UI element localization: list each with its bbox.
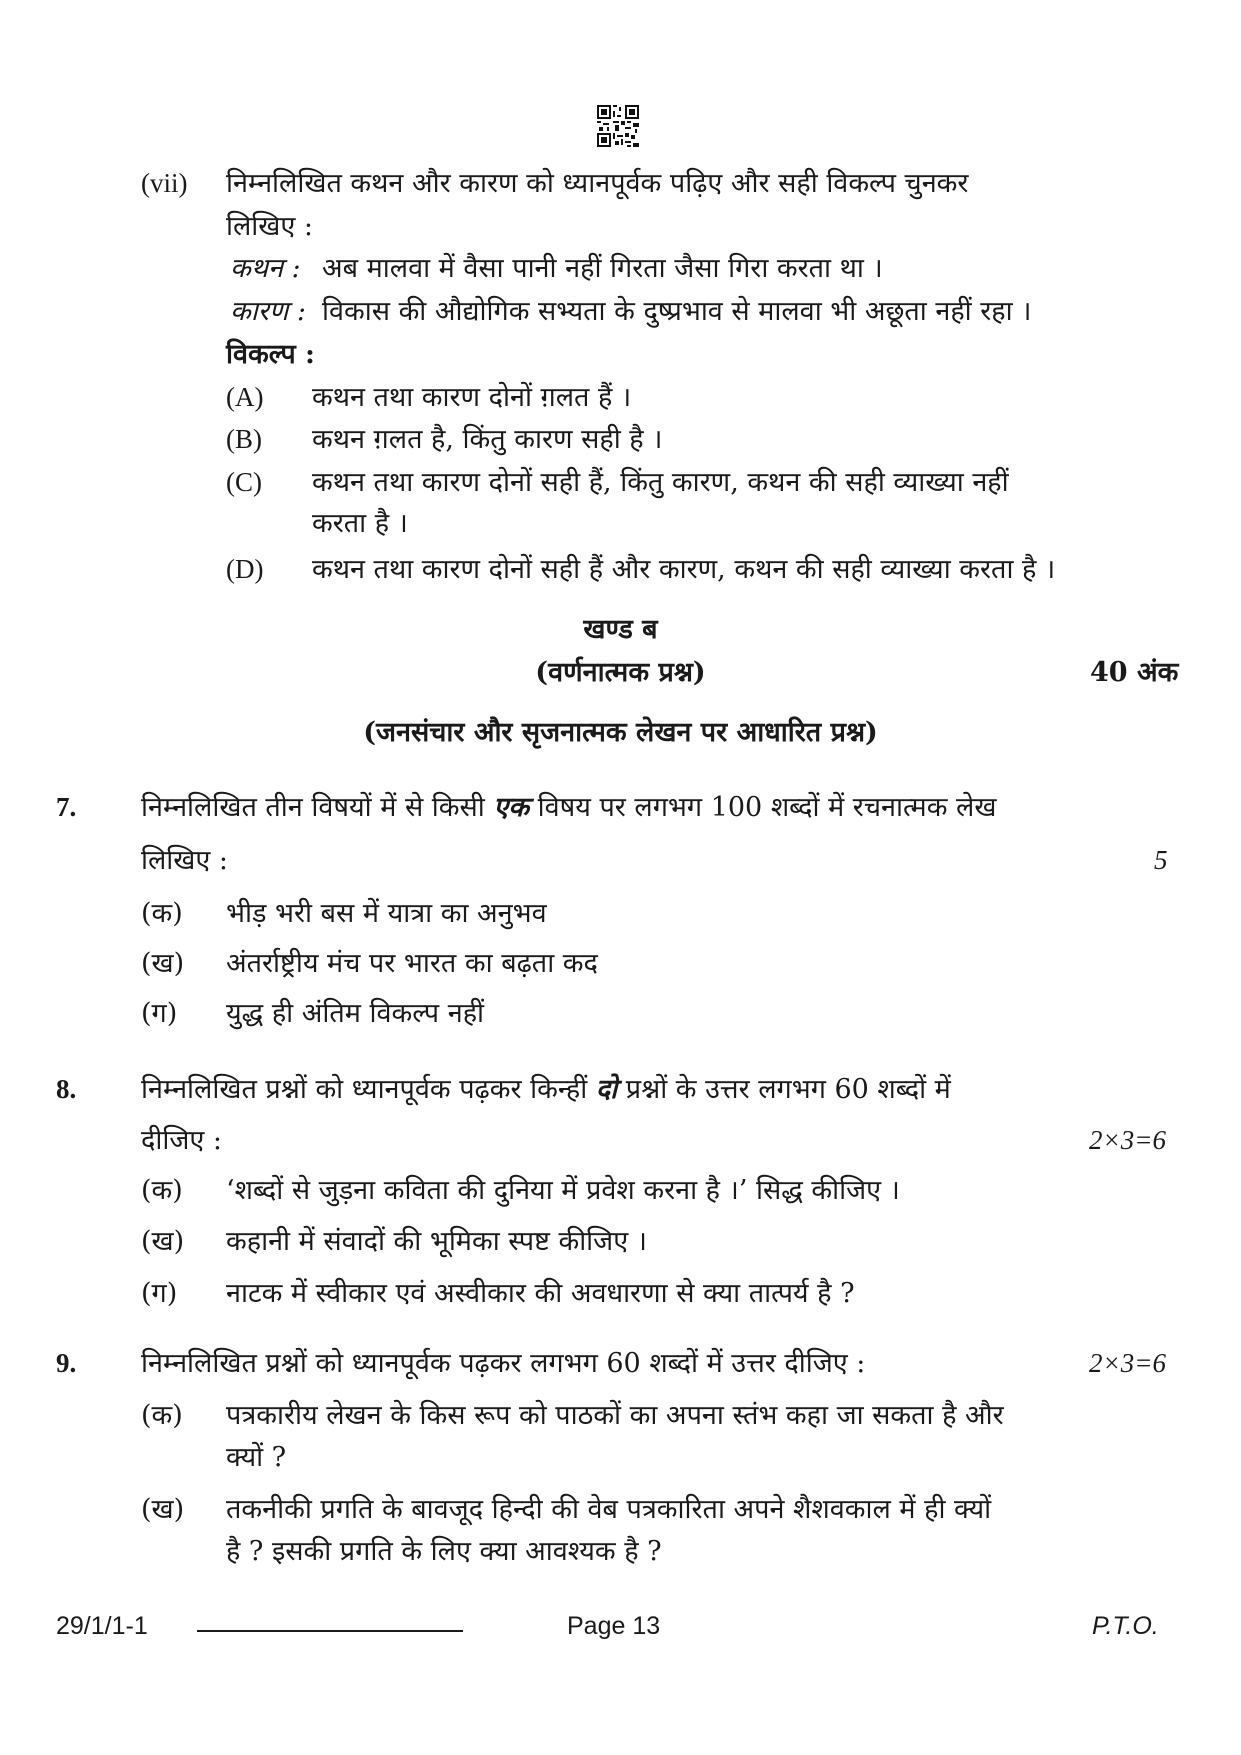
emphasis: दो bbox=[595, 1074, 618, 1105]
question-7-line-2: लिखिए : bbox=[141, 845, 228, 876]
section-heading: (जनसंचार और सृजनात्मक लेखन पर आधारित प्रश्न) bbox=[363, 717, 878, 748]
option-text: कथन ग़लत है, किंतु कारण सही है । bbox=[312, 424, 663, 455]
question-7-line-1: निम्नलिखित तीन विषयों में से किसी एक विषय पर लगभग 100 शब्दों में रचनात्मक लेख bbox=[141, 792, 997, 823]
option-key: (C) bbox=[226, 467, 262, 497]
item-text: युद्ध ही अंतिम विकल्प नहीं bbox=[226, 998, 485, 1029]
item-key: (ख) bbox=[141, 1226, 185, 1257]
option-key: (A) bbox=[226, 382, 264, 412]
question-number-7: 7. bbox=[56, 792, 77, 822]
section-subtitle: (वर्णनात्मक प्रश्न) bbox=[535, 657, 706, 688]
question-9-line-1: निम्नलिखित प्रश्नों को ध्यानपूर्वक पढ़कर लगभग 60 शब्दों में उत्तर दीजिए : bbox=[141, 1348, 866, 1379]
option-key: (B) bbox=[226, 424, 262, 454]
option-text: कथन तथा कारण दोनों सही हैं और कारण, कथन की सही व्याख्या करता है । bbox=[312, 554, 1056, 585]
item-text: नाटक में स्वीकार एवं अस्वीकार की अवधारणा से क्या तात्पर्य है ? bbox=[226, 1278, 855, 1309]
question-8-line-1: निम्नलिखित प्रश्नों को ध्यानपूर्वक पढ़कर किन्हीं दो प्रश्नों के उत्तर लगभग 60 शब्दों में bbox=[141, 1074, 951, 1105]
question-number-9: 9. bbox=[56, 1348, 77, 1378]
vikalp-label: विकल्प : bbox=[226, 339, 316, 370]
question-vii-line-2: लिखिए : bbox=[226, 211, 313, 242]
item-key: (क) bbox=[141, 1400, 183, 1431]
option-text: कथन तथा कारण दोनों सही हैं, किंतु कारण, कथन की सही व्याख्या नहीं bbox=[312, 467, 1009, 498]
kathan-text: अब मालवा में वैसा पानी नहीं गिरता जैसा गिरा करता था । bbox=[322, 253, 883, 284]
kathan-label: कथन : bbox=[230, 253, 301, 284]
item-text: पत्रकारीय लेखन के किस रूप को पाठकों का अपना स्तंभ कहा जा सकता है और bbox=[226, 1400, 1004, 1431]
pto-label: P.T.O. bbox=[1092, 1612, 1159, 1640]
question-9-marks: 2×3=6 bbox=[1089, 1348, 1166, 1378]
option-text: कथन तथा कारण दोनों ग़लत हैं । bbox=[312, 382, 632, 413]
item-text: अंतर्राष्ट्रीय मंच पर भारत का बढ़ता कद bbox=[226, 948, 598, 979]
footer-divider bbox=[197, 1630, 463, 1632]
item-text: तकनीकी प्रगति के बावजूद हिन्दी की वेब पत्रकारिता अपने शैशवकाल में ही क्यों bbox=[226, 1494, 992, 1525]
item-key: (ग) bbox=[141, 1278, 178, 1309]
page-number: Page 13 bbox=[567, 1612, 661, 1640]
item-text-continued: है ? इसकी प्रगति के लिए क्या आवश्यक है ? bbox=[226, 1536, 662, 1567]
section-title: खण्ड ब bbox=[583, 614, 658, 645]
question-vii-line-1: निम्नलिखित कथन और कारण को ध्यानपूर्वक पढ़िए और सही विकल्प चुनकर bbox=[226, 168, 969, 199]
karan-label: कारण : bbox=[230, 296, 306, 327]
option-key: (D) bbox=[226, 554, 264, 584]
paper-code: 29/1/1-1 bbox=[56, 1612, 148, 1640]
item-key: (क) bbox=[141, 898, 183, 929]
option-text-continued: करता है । bbox=[312, 508, 408, 539]
item-key: (ख) bbox=[141, 1494, 185, 1525]
item-key: (क) bbox=[141, 1175, 183, 1206]
question-7-marks: 5 bbox=[1154, 845, 1168, 875]
item-text: कहानी में संवादों की भूमिका स्पष्ट कीजिए । bbox=[226, 1226, 647, 1257]
question-number-8: 8. bbox=[56, 1074, 77, 1104]
qr-code-icon bbox=[597, 105, 639, 147]
item-text-continued: क्यों ? bbox=[226, 1442, 287, 1473]
question-8-marks: 2×3=6 bbox=[1089, 1125, 1166, 1155]
item-key: (ग) bbox=[141, 998, 178, 1029]
question-number-vii: (vii) bbox=[141, 168, 188, 198]
item-text: भीड़ भरी बस में यात्रा का अनुभव bbox=[226, 898, 547, 929]
karan-text: विकास की औद्योगिक सभ्यता के दुष्प्रभाव से मालवा भी अछूता नहीं रहा । bbox=[322, 296, 1032, 327]
item-text: ‘शब्दों से जुड़ना कविता की दुनिया में प्रवेश करना है ।’ सिद्ध कीजिए । bbox=[226, 1175, 900, 1206]
item-key: (ख) bbox=[141, 948, 185, 979]
emphasis: एक bbox=[493, 792, 530, 823]
question-8-line-2: दीजिए : bbox=[141, 1125, 222, 1156]
section-marks: 40 अंक bbox=[1090, 657, 1179, 688]
